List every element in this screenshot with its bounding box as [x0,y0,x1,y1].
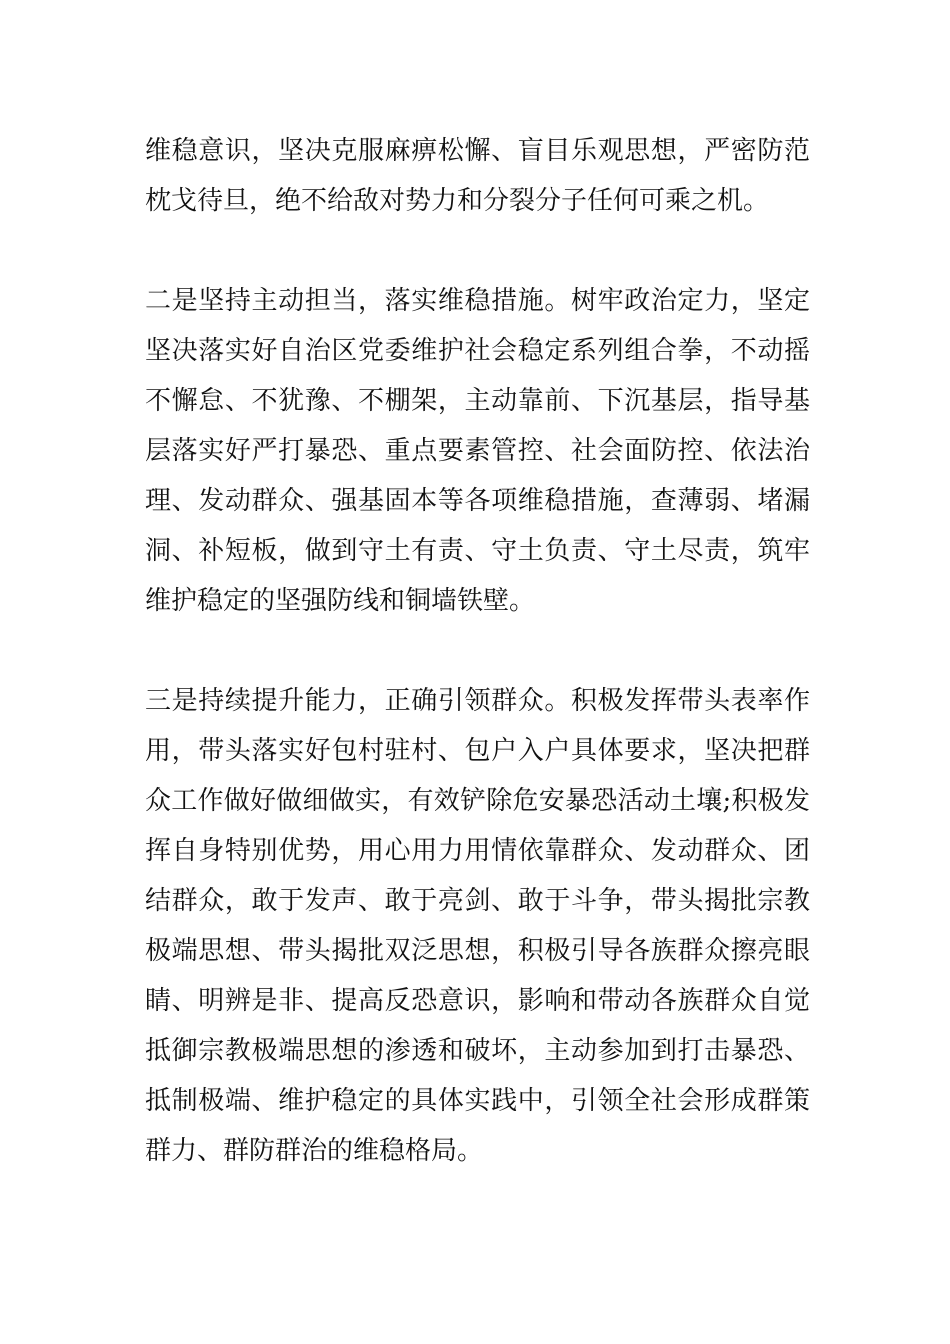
paragraph-3-line-5: 结群众，敢于发声、敢于亮剑、敢于斗争，带头揭批宗教 [145,886,810,916]
paragraph-2-line-4: 层落实好严打暴恐、重点要素管控、社会面防控、依法治 [145,436,810,466]
paragraph-2-line-2: 坚决落实好自治区党委维护社会稳定系列组合拳，不动摇 [145,336,810,366]
paragraph-2-line-5: 理、发动群众、强基固本等各项维稳措施，查薄弱、堵漏 [145,486,810,516]
paragraph-1-line-2: 枕戈待旦，绝不给敌对势力和分裂分子任何可乘之机。 [145,186,770,216]
paragraph-3-line-4: 挥自身特别优势，用心用力用情依靠群众、发动群众、团 [145,836,810,866]
paragraph-3-line-1: 三是持续提升能力，正确引领群众。积极发挥带头表率作 [145,686,810,716]
paragraph-1-line-1: 维稳意识，坚决克服麻痹松懈、盲目乐观思想，严密防范 [145,136,810,166]
paragraph-2-line-1: 二是坚持主动担当，落实维稳措施。树牢政治定力，坚定 [145,286,810,316]
paragraph-3-line-7: 睛、明辨是非、提高反恐意识，影响和带动各族群众自觉 [145,986,810,1016]
paragraph-2-line-7: 维护稳定的坚强防线和铜墙铁壁。 [145,586,536,616]
paragraph-3-line-2: 用，带头落实好包村驻村、包户入户具体要求，坚决把群 [145,736,810,766]
paragraph-3-line-8: 抵御宗教极端思想的渗透和破坏，主动参加到打击暴恐、 [145,1036,810,1066]
paragraph-3-line-3: 众工作做好做细做实，有效铲除危安暴恐活动土壤;积极发 [145,786,810,816]
paragraph-2-line-3: 不懈怠、不犹豫、不棚架，主动靠前、下沉基层，指导基 [145,386,810,416]
paragraph-3-line-6: 极端思想、带头揭批双泛思想，积极引导各族群众擦亮眼 [145,936,810,966]
paragraph-3-line-10: 群力、群防群治的维稳格局。 [145,1136,484,1166]
paragraph-2-line-6: 洞、补短板，做到守土有责、守土负责、守土尽责，筑牢 [145,536,810,566]
paragraph-3-line-9: 抵制极端、维护稳定的具体实践中，引领全社会形成群策 [145,1086,810,1116]
